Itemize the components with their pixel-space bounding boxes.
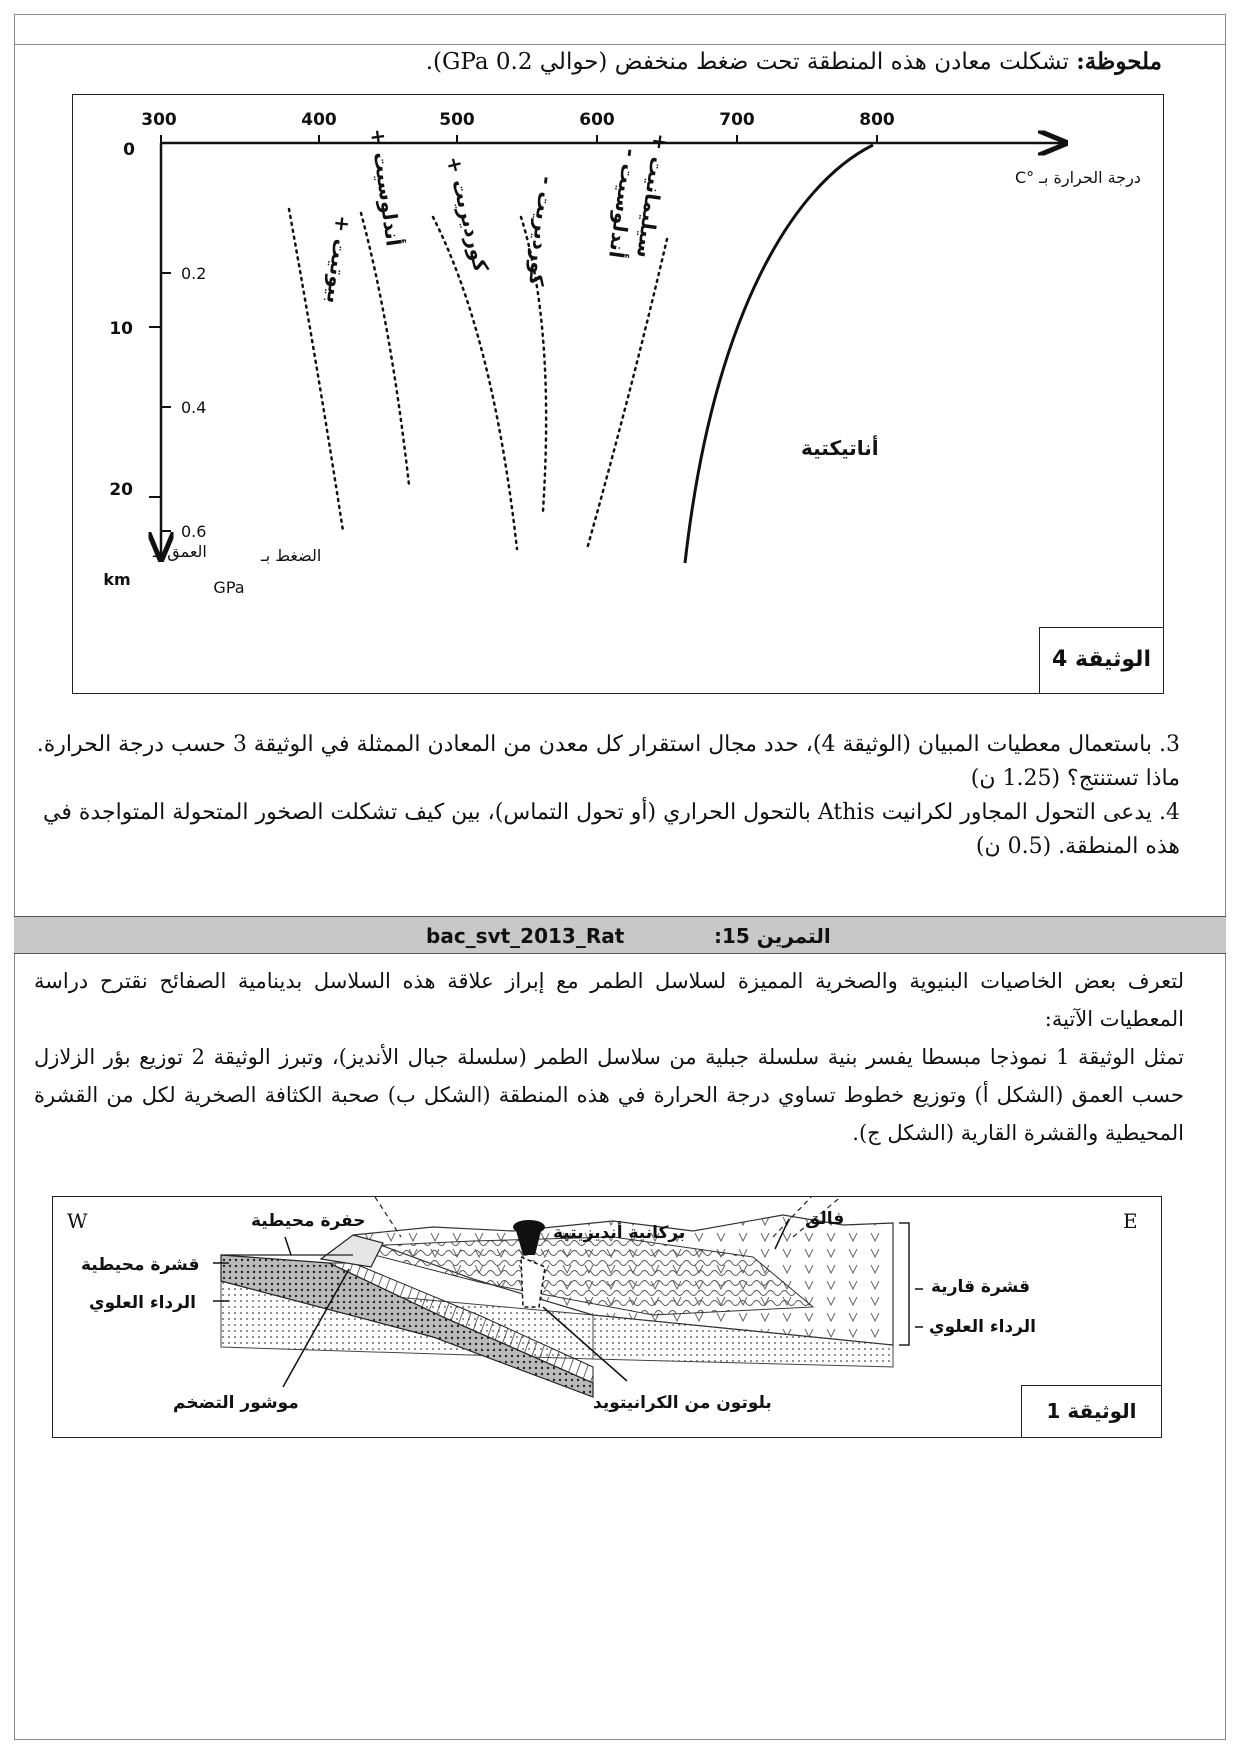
- depth-tick-label: 20: [109, 480, 133, 500]
- pressure-axis-label: الضغط بـ: [261, 546, 322, 565]
- continental-crust-label: قشرة قارية: [931, 1277, 1030, 1297]
- exercise-intro: [34, 962, 1184, 1152]
- east-label: E: [1123, 1209, 1138, 1233]
- pressure-tick-label: 0.2: [181, 264, 207, 283]
- anatexis-label: أناتيكتية: [801, 436, 879, 460]
- anatexis-curve: [685, 145, 873, 563]
- document-4-chart: [72, 94, 1164, 694]
- note: [42, 48, 1162, 75]
- document-1-diagram: [52, 1196, 1162, 1438]
- sillimanite-isograd: [587, 239, 667, 549]
- pressure-tick-label: 0.6: [181, 522, 207, 541]
- biotite-label: بيوتيت +: [322, 214, 356, 305]
- pressure-ticks: [161, 273, 171, 531]
- temperature-axis-label: درجة الحرارة بـ °C: [1015, 168, 1141, 187]
- depth-tick-label: 0: [123, 140, 135, 160]
- temp-tick-label: 400: [301, 110, 337, 130]
- top-rule: [14, 44, 1226, 45]
- west-label: W: [67, 1209, 88, 1233]
- note-label: ملحوظة:: [1076, 48, 1162, 75]
- depth-ticks: [149, 327, 161, 497]
- chart-svg: [73, 95, 1165, 695]
- document-4-label: الوثيقة 4: [1039, 627, 1163, 693]
- andalusite-label: أندلوسيت +: [365, 126, 406, 248]
- upper-mantle-right-label: الرداء العلوي: [929, 1317, 1036, 1337]
- andesitic-volcanism-label: بركانية أنديزيتية: [553, 1223, 686, 1243]
- granitoid-pluton-label: بلوتون من الكرانيتويد: [593, 1393, 772, 1413]
- intro-paragraph-1: لتعرف بعض الخاصيات البنيوية والصخرية المميزة لسلاسل الطمر مع إبراز علاقة هذه السلاسل بدينامية الصفائح نقترح دراسة المعطيات الآتية:: [34, 969, 1184, 1031]
- oceanic-crust-label: قشرة محيطية: [81, 1255, 200, 1275]
- depth-unit: km: [103, 570, 131, 589]
- temp-tick-label: 300: [141, 110, 177, 130]
- pressure-tick-label: 0.4: [181, 398, 207, 417]
- document-1-label: الوثيقة 1: [1021, 1385, 1161, 1437]
- depth-tick-label: 10: [109, 319, 133, 339]
- cordierite-minus-label: كورديريت -: [524, 175, 560, 287]
- andalusite-isograd: [361, 213, 409, 485]
- question-3: 3. باستعمال معطيات المبيان (الوثيقة 4)، حدد مجال استقرار كل معدن من المعادن الممثلة في الوثيقة 3 حسب درجة الحرارة. ماذا تستنتج؟ (1.25 ن): [36, 732, 1180, 791]
- question-4: 4. يدعى التحول المجاور لكرانيت Athis بالتحول الحراري (أو تحول التماس)، بين كيف تشكلت الصخور المتحولة المتواجدة في هذه المنطقة. (0.5 ن): [43, 800, 1180, 859]
- cordierite-plus-label: كورديريت +: [441, 153, 494, 275]
- exercise-header: [14, 916, 1226, 954]
- trench-label: حفرة محيطية: [251, 1211, 366, 1231]
- note-text: تشكلت معادن هذه المنطقة تحت ضغط منخفض (حوالي 0.2 GPa).: [425, 49, 1069, 75]
- temp-tick-label: 600: [579, 110, 615, 130]
- andalusite-minus-label: أندلوسيت -: [604, 147, 644, 260]
- accretion-prism-label: موشور التضخم: [173, 1393, 299, 1413]
- fault-label: فالق: [805, 1209, 845, 1229]
- upper-mantle-left-label: الرداء العلوي: [89, 1293, 196, 1313]
- pressure-unit: GPa: [213, 578, 245, 597]
- exercise-code: bac_svt_2013_Rat: [426, 924, 625, 948]
- temp-tick-label: 700: [719, 110, 755, 130]
- questions: [30, 728, 1180, 864]
- depth-axis-label: العمق بـ: [153, 542, 207, 561]
- temp-tick-label: 800: [859, 110, 895, 130]
- intro-paragraph-2: تمثل الوثيقة 1 نموذجا مبسطا يفسر بنية سلسلة جبلية من سلاسل الطمر (سلسلة جبال الأنديز)، وتبرز الوثيقة 2 توزيع بؤر الزلازل حسب العمق (الشكل أ) وتوزيع خطوط تساوي درجة الحرارة في هذه المنطقة (الشكل ب) صحبة الكثافة الصخرية لكل من القشرة المحيطية والقشرة القارية (الشكل ج).: [34, 1045, 1184, 1145]
- temp-tick-label: 500: [439, 110, 475, 130]
- exercise-number: التمرين 15:: [714, 924, 831, 948]
- sillimanite-plus-label: سيليمانيت +: [632, 131, 674, 260]
